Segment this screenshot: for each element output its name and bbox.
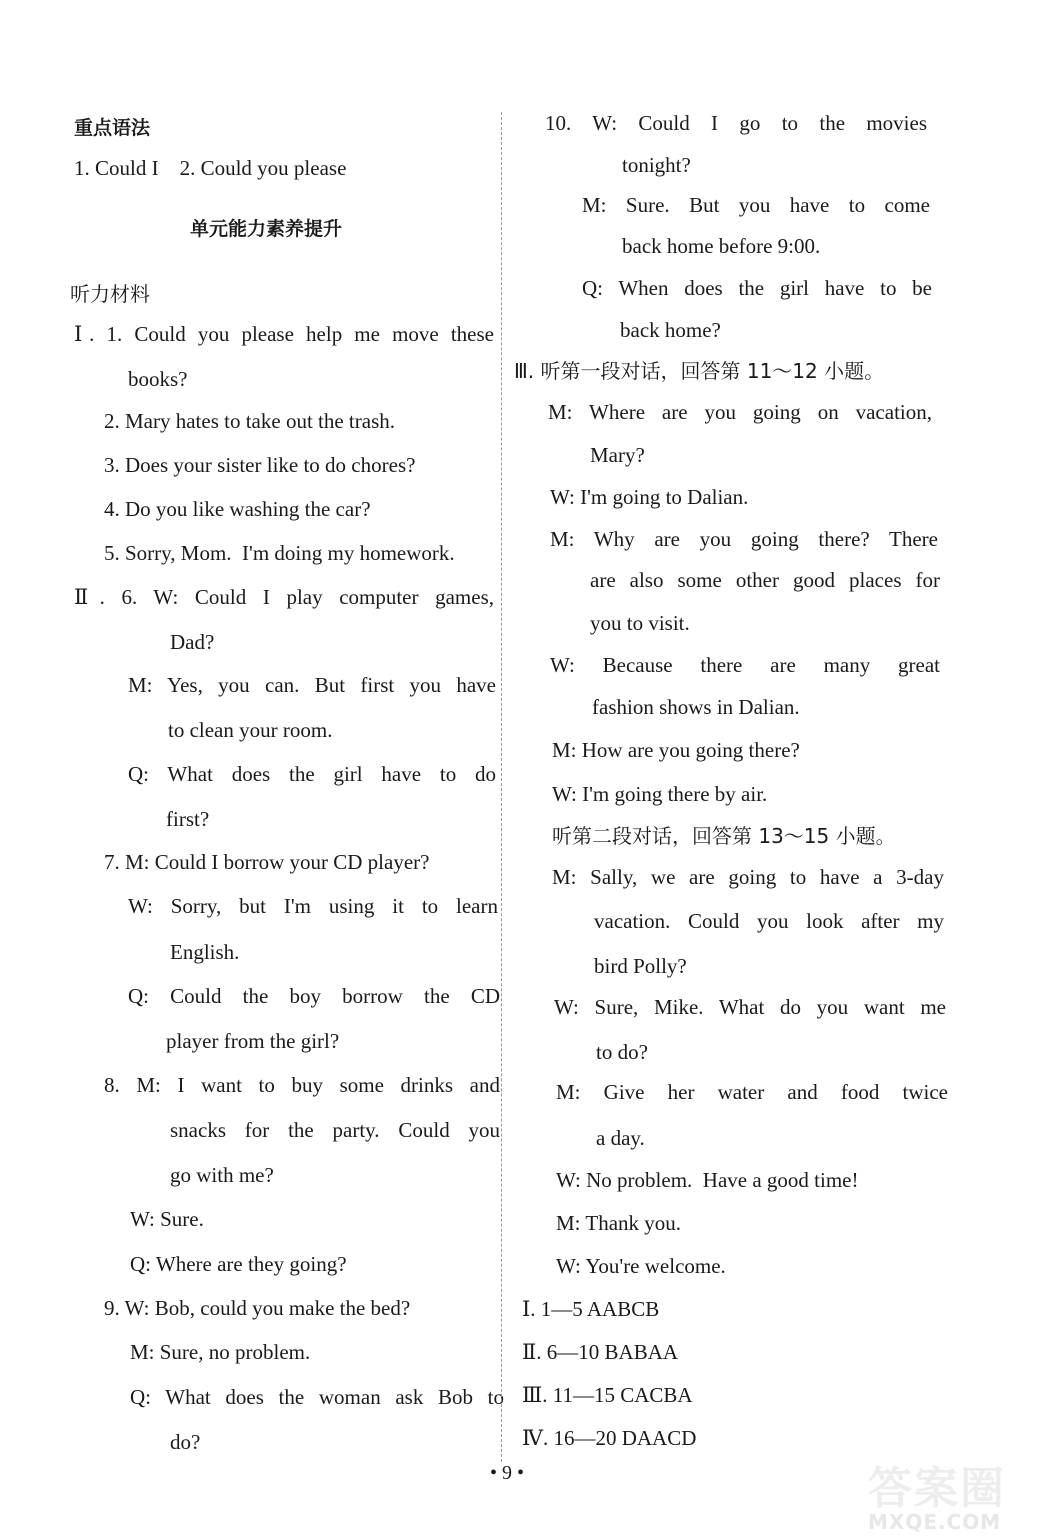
text-line: Q: What does the woman ask Bob to <box>130 1385 504 1409</box>
text-line: Dad? <box>170 630 215 654</box>
grammar-heading: 重点语法 <box>74 117 151 139</box>
text-line: M: Yes, you can. But first you have <box>128 673 496 697</box>
text-line: vacation. Could you look after my <box>594 909 944 933</box>
text-line: W: Sure, Mike. What do you want me <box>554 995 946 1019</box>
grammar-answers: 1. Could I 2. Could you please <box>74 156 347 180</box>
text-line: 7. M: Could I borrow your CD player? <box>104 850 430 874</box>
text-line: 2. Mary hates to take out the trash. <box>104 409 396 433</box>
text-line: W: I'm going there by air. <box>552 782 768 806</box>
text-line: W: You're welcome. <box>556 1254 726 1278</box>
text-line: 3. Does your sister like to do chores? <box>104 453 416 477</box>
answer-line: Ⅳ. 16—20 DAACD <box>522 1426 697 1450</box>
text-line: bird Polly? <box>594 954 687 978</box>
text-line: to clean your room. <box>168 718 333 742</box>
text-line: W: No problem. Have a good time! <box>556 1168 859 1192</box>
text-line: a day. <box>596 1126 645 1150</box>
page-number: • 9 • <box>490 1462 525 1484</box>
text-line: M: Where are you going on vacation, <box>548 400 932 424</box>
text-line: 9. W: Bob, could you make the bed? <box>104 1296 411 1320</box>
text-line: M: Sally, we are going to have a 3-day <box>552 865 944 889</box>
text-line: player from the girl? <box>166 1029 340 1053</box>
text-line: back home before 9:00. <box>622 234 821 258</box>
text-line: Ⅱ. 6. W: Could I play computer games, <box>74 585 494 609</box>
text-line: snacks for the party. Could you <box>170 1118 500 1142</box>
listening-heading: 听力材料 <box>70 282 150 306</box>
text-line: W: Because there are many great <box>550 653 940 677</box>
text-line: 5. Sorry, Mom. I'm doing my homework. <box>104 541 455 565</box>
text-line: W: Sure. <box>130 1207 204 1231</box>
text-line: M: How are you going there? <box>552 738 800 762</box>
watermark-logo <box>868 1452 1038 1532</box>
answer-line: Ⅲ. 11—15 CACBA <box>522 1383 693 1407</box>
text-line: you to visit. <box>590 611 690 635</box>
text-line: are also some other good places for <box>590 568 940 592</box>
text-line: back home? <box>620 318 721 342</box>
answer-line: Ⅰ. 1—5 AABCB <box>522 1297 660 1321</box>
text-line: M: Give her water and food twice <box>556 1080 948 1104</box>
text-line: go with me? <box>170 1163 274 1187</box>
text-line: W: Sorry, but I'm using it to learn <box>128 894 498 918</box>
text-line: Q: When does the girl have to be <box>582 276 932 300</box>
text-line: 听第二段对话，回答第 13～15 小题。 <box>552 824 896 848</box>
text-line: fashion shows in Dalian. <box>592 695 800 719</box>
text-line: Ⅲ. 听第一段对话，回答第 11～12 小题。 <box>514 359 885 383</box>
section-title: 单元能力素养提升 <box>190 218 343 240</box>
text-line: M: Why are you going there? There <box>550 527 938 551</box>
text-line: do? <box>170 1430 201 1454</box>
text-line: Mary? <box>590 443 645 467</box>
text-line: first? <box>166 807 210 831</box>
text-line: 8. M: I want to buy some drinks and <box>104 1073 500 1097</box>
text-line: Ⅰ. 1. Could you please help me move these <box>74 322 494 346</box>
text-line: Q: Could the boy borrow the CD <box>128 984 500 1008</box>
text-line: M: Thank you. <box>556 1211 682 1235</box>
text-line: Q: What does the girl have to do <box>128 762 496 786</box>
text-line: to do? <box>596 1040 648 1064</box>
text-line: Q: Where are they going? <box>130 1252 347 1276</box>
text-line: books? <box>128 367 188 391</box>
column-divider <box>501 112 502 1462</box>
text-line: 4. Do you like washing the car? <box>104 497 371 521</box>
text-line: M: Sure. But you have to come <box>582 193 930 217</box>
watermark-en: MXQE.COM <box>868 1510 1002 1534</box>
text-line: 10. W: Could I go to the movies <box>545 111 927 135</box>
text-line: English. <box>170 940 240 964</box>
text-line: W: I'm going to Dalian. <box>550 485 749 509</box>
text-line: M: Sure, no problem. <box>130 1340 311 1364</box>
answer-line: Ⅱ. 6—10 BABAA <box>522 1340 679 1364</box>
text-line: tonight? <box>622 153 691 177</box>
watermark-cn: 答案圈 <box>868 1463 1006 1514</box>
